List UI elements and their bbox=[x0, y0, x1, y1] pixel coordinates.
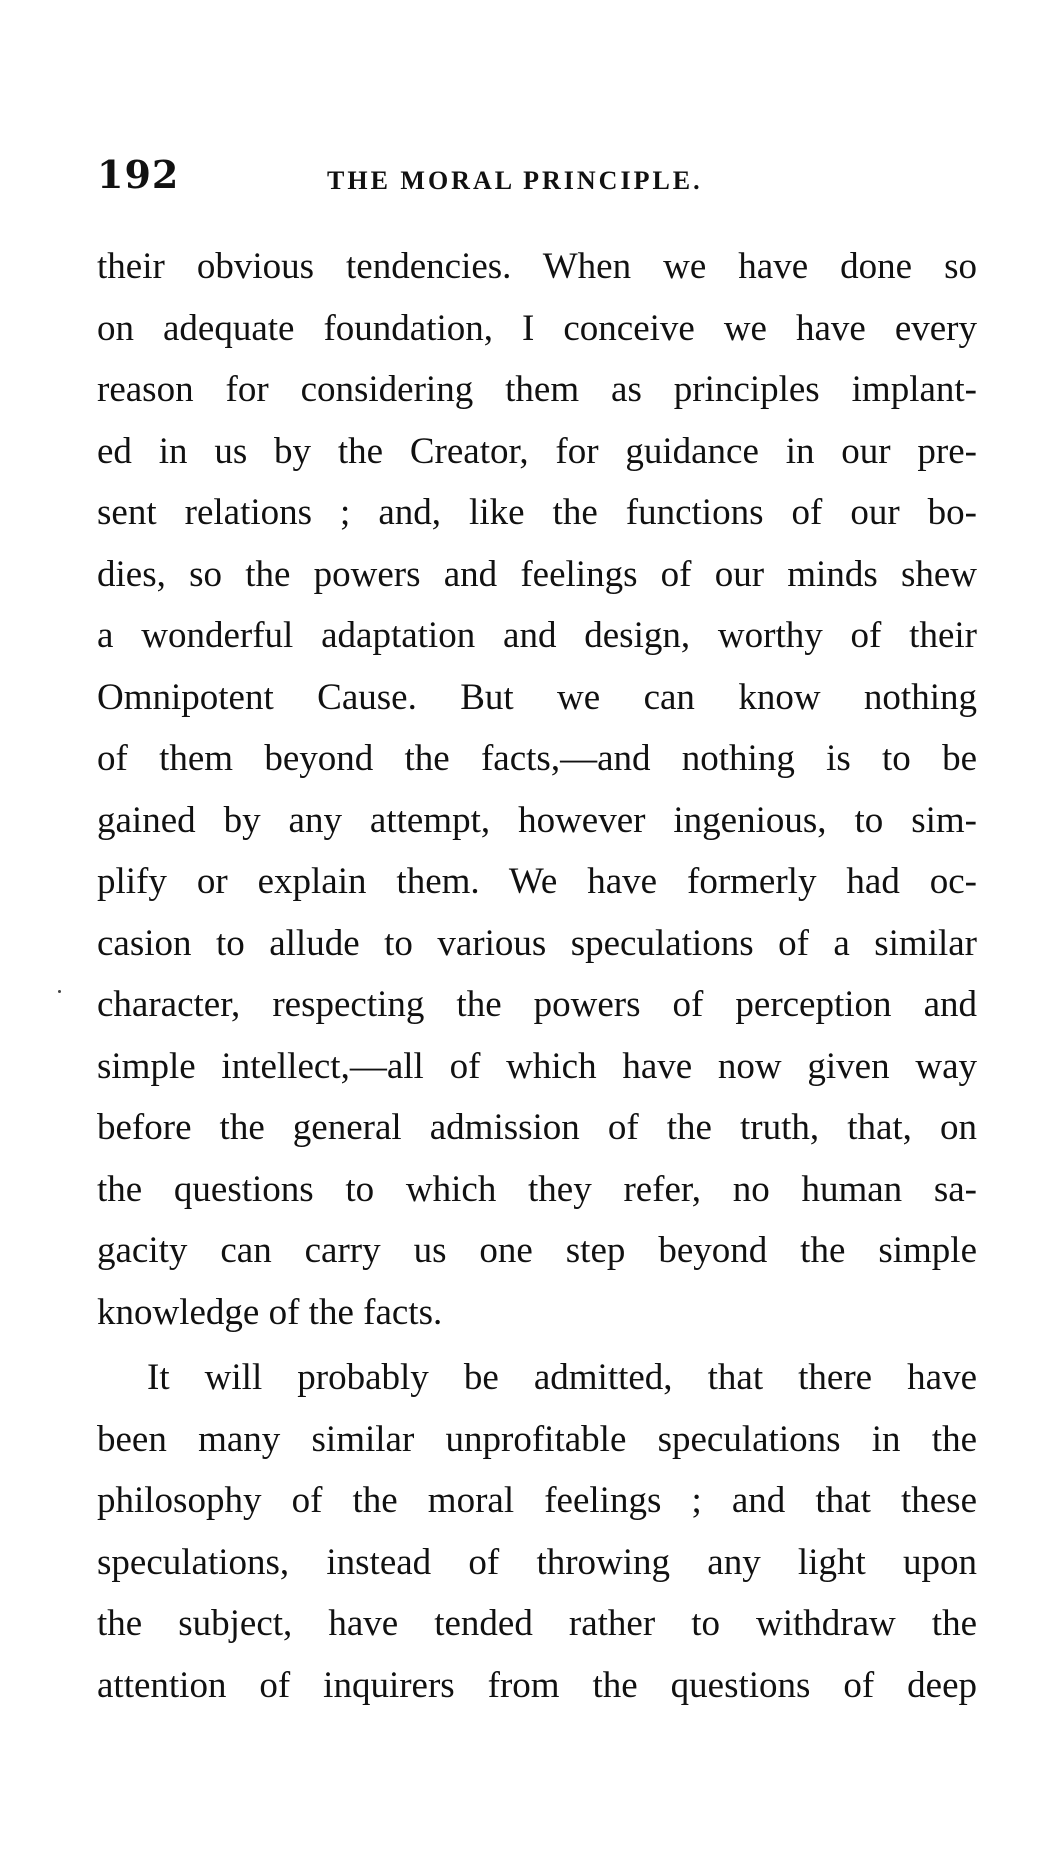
text-line: reason for considering them as principles implant- bbox=[97, 369, 977, 410]
margin-speck bbox=[58, 990, 61, 993]
text-line: ed in us by the Creator, for guidance in our pre- bbox=[97, 430, 977, 472]
page-number: 192 bbox=[97, 152, 180, 197]
text-line: It will probably be admitted, that there have bbox=[147, 1357, 977, 1398]
text-line: a wonderful adaptation and design, worthy of their bbox=[97, 615, 977, 656]
text-line: been many similar unprofitable speculations in the bbox=[97, 1418, 977, 1460]
text-line: attention of inquirers from the questions of deep bbox=[97, 1664, 977, 1706]
text-line: speculations, instead of throwing any light upon bbox=[97, 1541, 977, 1583]
body-text bbox=[97, 236, 977, 1716]
text-line: plify or explain them. We have formerly had oc- bbox=[97, 861, 977, 902]
text-line: philosophy of the moral feelings ; and that these bbox=[97, 1480, 977, 1521]
text-line: before the general admission of the truth, that, on bbox=[97, 1107, 977, 1148]
text-line: sent relations ; and, like the functions of our bo- bbox=[97, 492, 977, 533]
text-line: the questions to which they refer, no human sa- bbox=[97, 1168, 977, 1210]
text-line: simple intellect,—all of which have now given way bbox=[97, 1045, 977, 1087]
running-header bbox=[97, 152, 977, 202]
text-line: character, respecting the powers of perception and bbox=[97, 984, 977, 1025]
text-line: the subject, have tended rather to withdraw the bbox=[97, 1603, 977, 1644]
paragraph-1 bbox=[97, 236, 977, 1343]
text-line: Omnipotent Cause. But we can know nothing bbox=[97, 676, 977, 718]
text-line: on adequate foundation, I conceive we have every bbox=[97, 307, 977, 349]
paragraph-2 bbox=[97, 1347, 977, 1716]
text-line: their obvious tendencies. When we have done so bbox=[97, 246, 977, 287]
text-line: knowledge of the facts. bbox=[97, 1291, 443, 1333]
text-line: gained by any attempt, however ingenious, to sim- bbox=[97, 799, 977, 841]
text-line: dies, so the powers and feelings of our minds shew bbox=[97, 553, 977, 595]
text-line: casion to allude to various speculations of a similar bbox=[97, 922, 977, 964]
text-line: of them beyond the facts,—and nothing is to be bbox=[97, 738, 977, 779]
text-line: gacity can carry us one step beyond the simple bbox=[97, 1230, 977, 1271]
running-title: THE MORAL PRINCIPLE. bbox=[327, 166, 703, 195]
